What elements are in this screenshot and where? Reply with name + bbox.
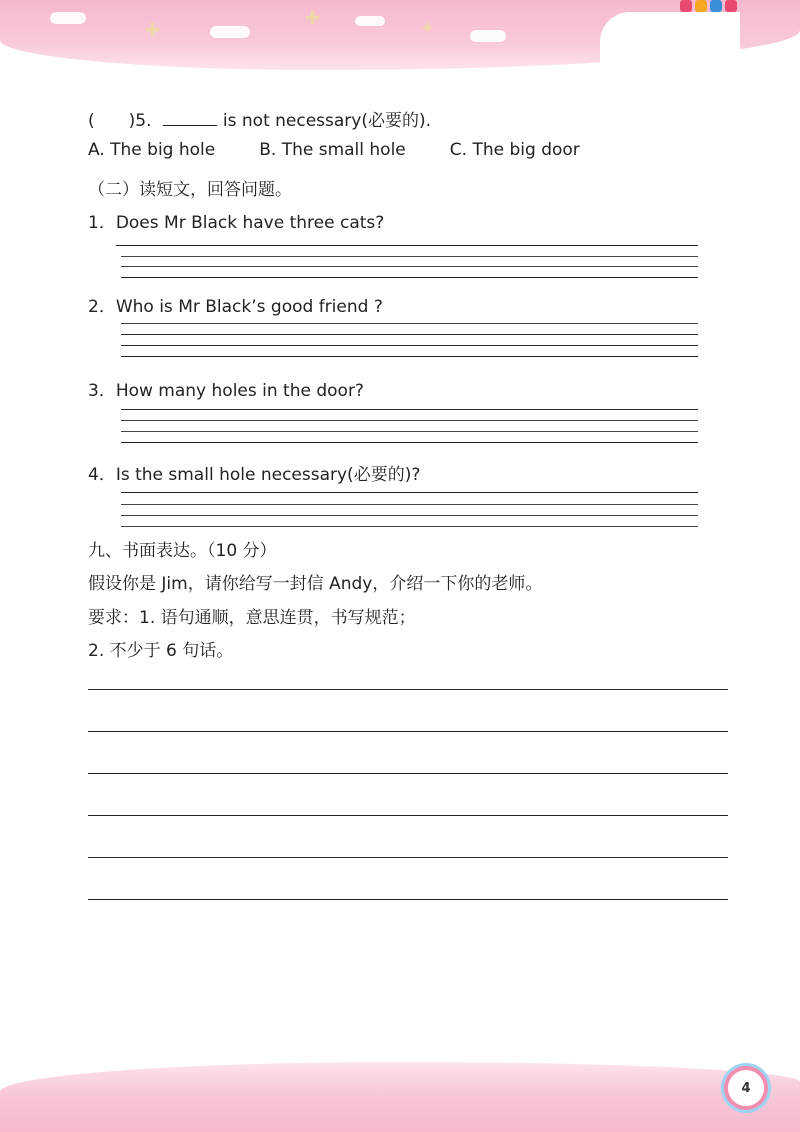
mc-question (88, 106, 431, 131)
answer-line[interactable] (121, 409, 698, 410)
writing-line[interactable] (88, 899, 728, 900)
answer-line (121, 256, 698, 257)
page-number: 4 (724, 1066, 768, 1110)
writing-requirement-1: 要求：1. 语句通顺，意思连贯，书写规范； (88, 608, 416, 628)
cloud-icon (210, 26, 250, 38)
brand-logo (680, 0, 750, 14)
option-a[interactable]: A. The big hole (88, 140, 216, 160)
answer-line (121, 431, 698, 432)
answer-line (121, 515, 698, 516)
writing-line[interactable] (88, 773, 728, 774)
reading-question-1: 1．Does Mr Black have three cats? (88, 213, 385, 233)
answer-line (121, 266, 698, 267)
answer-line (121, 334, 698, 335)
cloud-icon (50, 12, 86, 24)
answer-line (121, 356, 698, 357)
mc-options (88, 140, 624, 160)
writing-requirement-2: 2. 不少于 6 句话。 (88, 641, 234, 661)
writing-line[interactable] (88, 857, 728, 858)
writing-heading: 九、书面表达。（10 分） (88, 541, 277, 561)
sparkle-icon: ✦ (420, 18, 436, 39)
sparkle-icon: ✚ (145, 20, 161, 41)
cloud-icon (355, 16, 385, 26)
answer-paren-close: )5. (128, 111, 152, 131)
answer-line[interactable] (121, 323, 698, 324)
answer-line (121, 526, 698, 527)
cloud-icon (470, 30, 506, 42)
mc-question-text: is not necessary(必要的). (222, 111, 432, 131)
answer-line[interactable] (121, 492, 698, 493)
writing-line[interactable] (88, 689, 728, 690)
reading-question-2: 2．Who is Mr Black’s good friend ? (88, 297, 383, 317)
answer-line (121, 345, 698, 346)
reading-question-3: 3．How many holes in the door? (88, 381, 364, 401)
answer-line (121, 420, 698, 421)
writing-prompt: 假设你是 Jim，请你给写一封信 Andy，介绍一下你的老师。 (88, 574, 543, 594)
writing-line[interactable] (88, 731, 728, 732)
sparkle-icon: ✚ (305, 8, 321, 29)
reading-question-4: 4．Is the small hole necessary(必要的)? (88, 465, 421, 485)
answer-line (121, 504, 698, 505)
answer-paren-open: ( (88, 111, 95, 131)
fill-blank[interactable] (163, 109, 217, 126)
writing-line[interactable] (88, 815, 728, 816)
footer-decoration (0, 1062, 800, 1132)
option-c[interactable]: C. The big door (449, 140, 580, 160)
reading-heading: （二）读短文，回答问题。 (88, 180, 292, 200)
header-notch (600, 12, 740, 72)
option-b[interactable]: B. The small hole (259, 140, 406, 160)
answer-line (121, 277, 698, 278)
answer-line (121, 442, 698, 443)
answer-line[interactable] (116, 245, 698, 246)
